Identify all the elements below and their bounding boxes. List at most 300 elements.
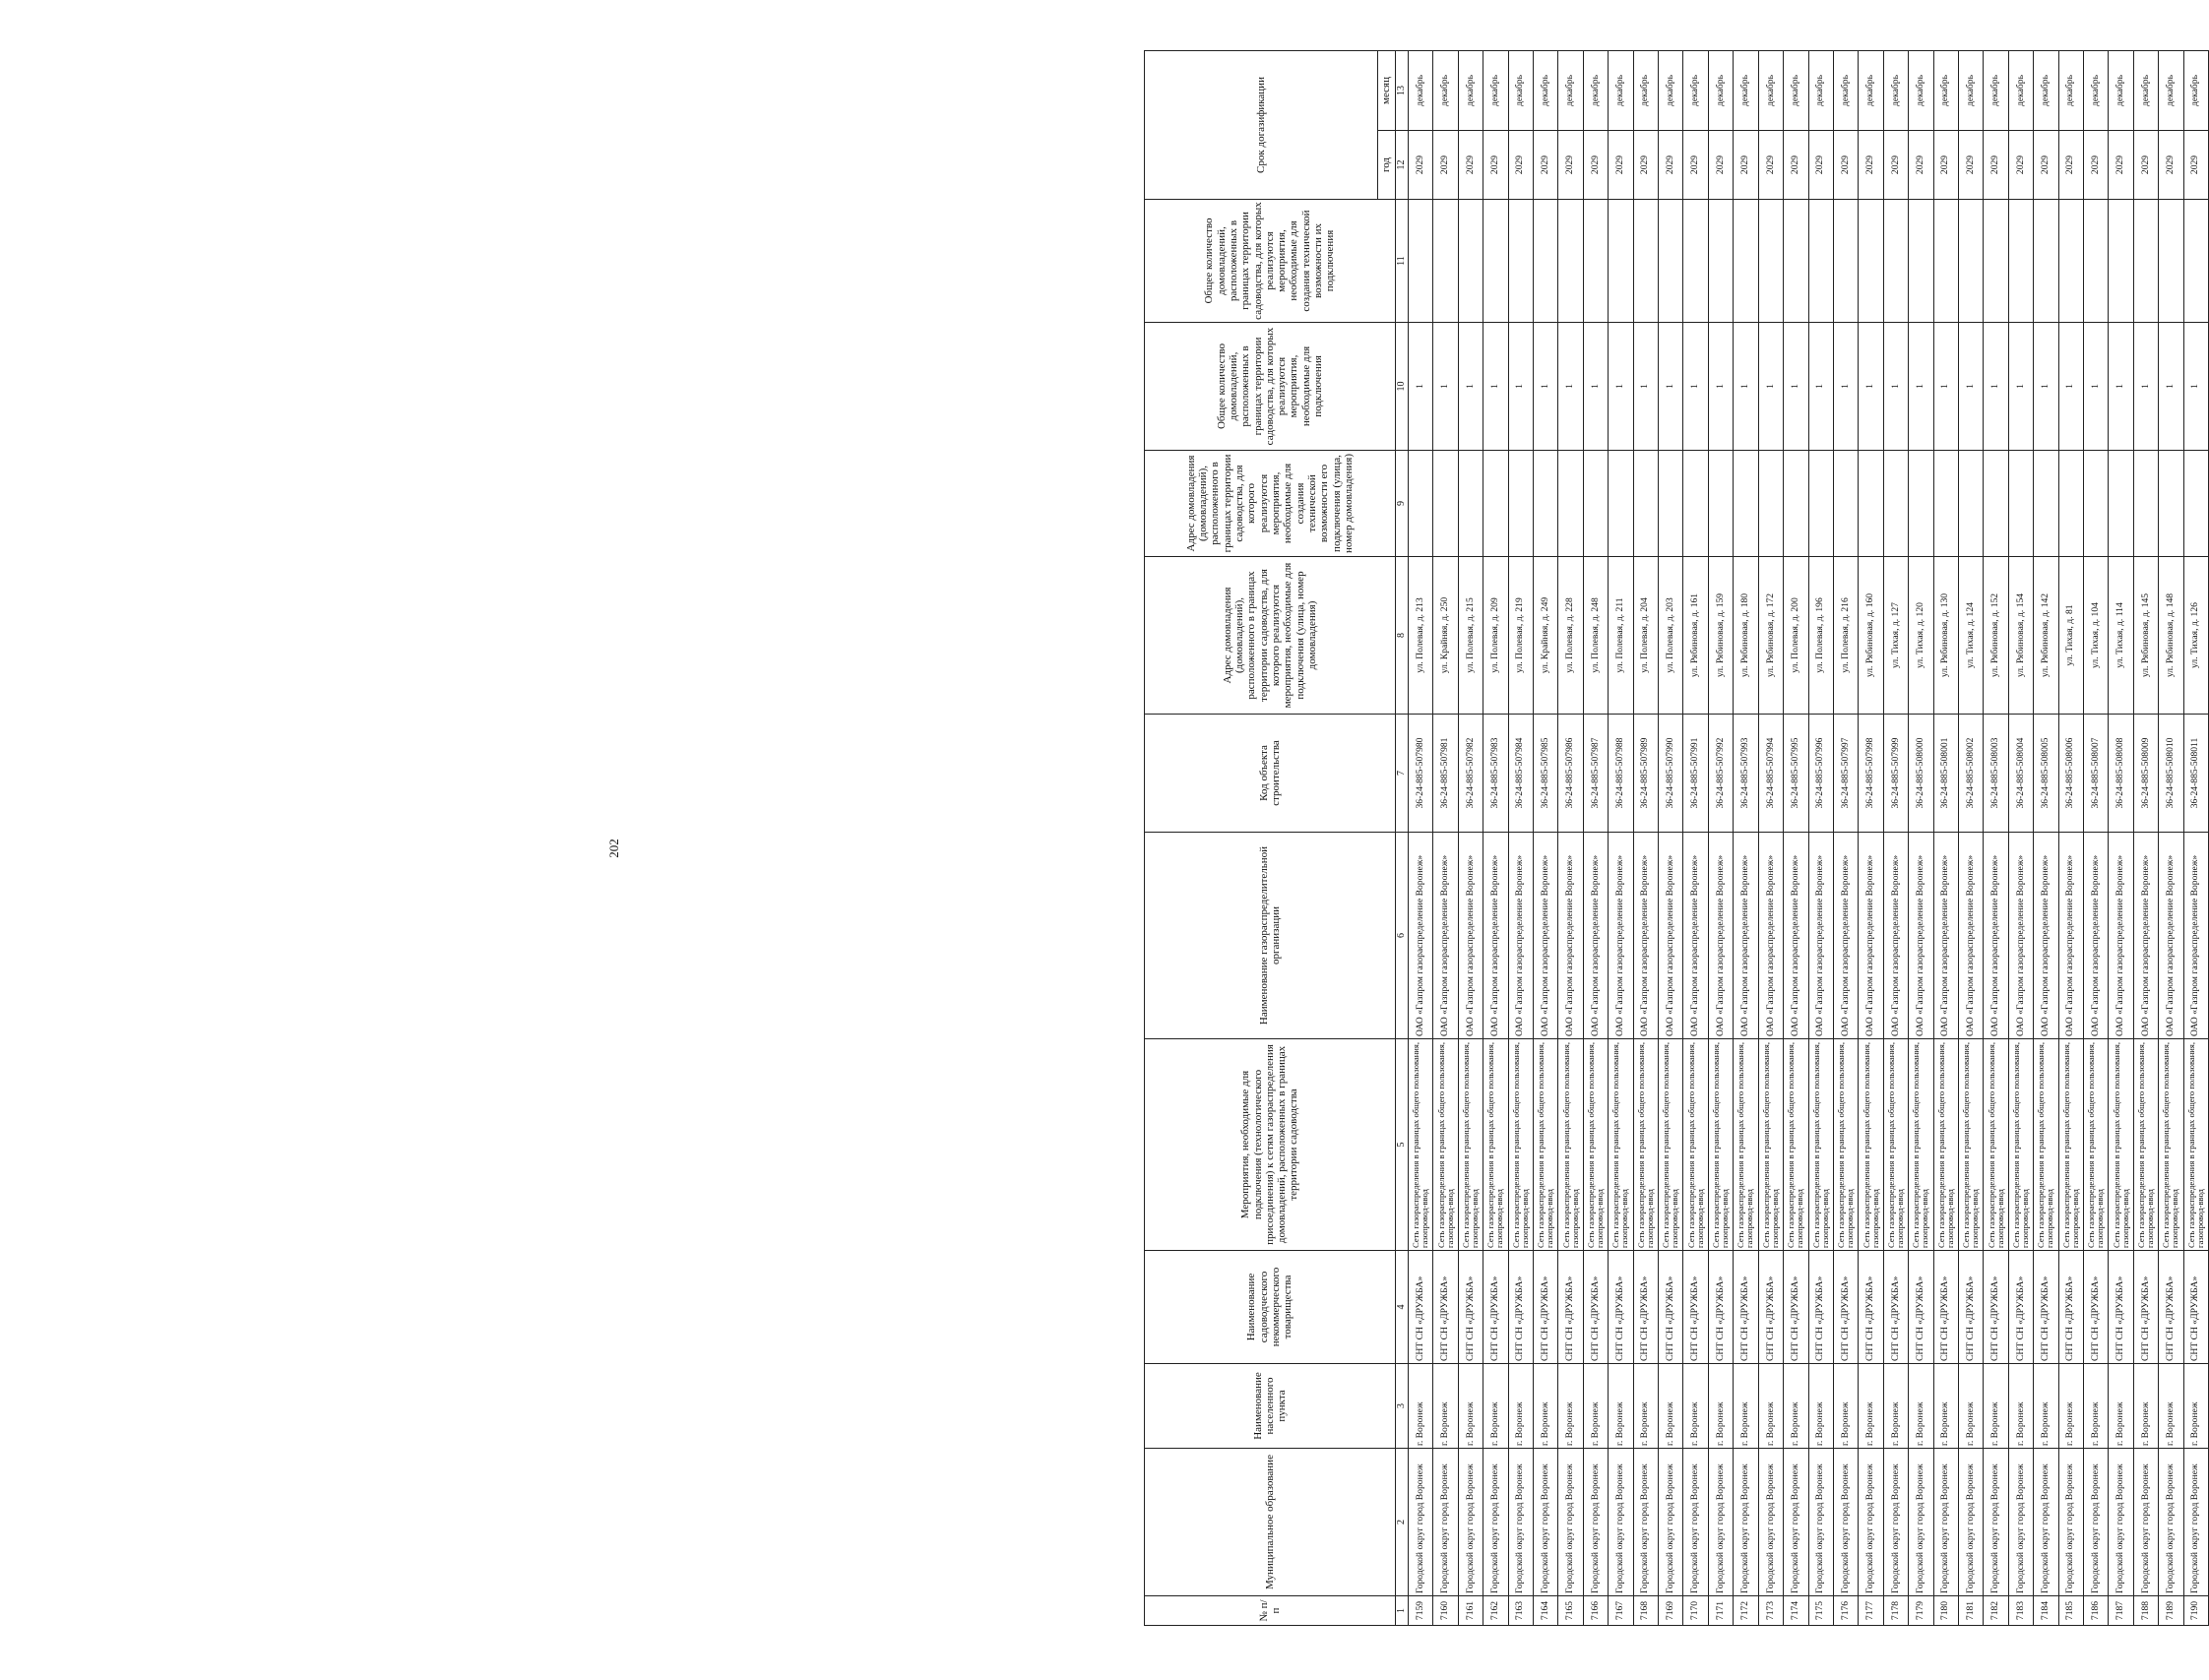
cell-settlement: г. Воронеж	[2109, 1364, 2133, 1449]
cell-year: 2029	[1859, 131, 1883, 200]
cell-measure: Сеть газораспределения в границах общего пользования, газопровод-ввод	[1708, 1039, 1733, 1251]
column-number: 13	[1396, 50, 1409, 130]
row-number: 7161	[1458, 1596, 1483, 1626]
header-total-tech: Общее количество домовладений, расположенных в границах территории садоводства, для которых реализуются мероприятия, необходимые для создания технической возможности их подключения	[1145, 200, 1396, 323]
cell-gas-org: ОАО «Газпром газораспределение Воронеж»	[1933, 833, 1958, 1039]
cell-municipality: Городской округ город Воронеж	[1534, 1449, 1558, 1596]
cell-month: декабрь	[1958, 50, 1983, 130]
cell-address: ул. Полевая, д. 204	[1633, 557, 1658, 715]
cell-settlement: г. Воронеж	[1458, 1364, 1483, 1449]
cell-month: декабрь	[2109, 50, 2133, 130]
cell-object-code: 36-24-885-508003	[1984, 715, 2008, 833]
row-number: 7171	[1708, 1596, 1733, 1626]
cell-partnership: СНТ СН «ДРУЖБА»	[1483, 1251, 1508, 1364]
cell-address: ул. Полевая, д. 211	[1609, 557, 1633, 715]
cell-object-code: 36-24-885-508011	[2183, 715, 2208, 833]
row-number: 7160	[1433, 1596, 1458, 1626]
cell-settlement: г. Воронеж	[1758, 1364, 1783, 1449]
cell-gas-org: ОАО «Газпром газораспределение Воронеж»	[1734, 833, 1758, 1039]
cell-partnership: СНТ СН «ДРУЖБА»	[1508, 1251, 1533, 1364]
cell-address-dwelling	[1909, 451, 1933, 557]
cell-gas-org: ОАО «Газпром газораспределение Воронеж»	[1784, 833, 1808, 1039]
cell-gas-org: ОАО «Газпром газораспределение Воронеж»	[1458, 833, 1483, 1039]
header-total-connect: Общее количество домовладений, расположенных в границах территории садоводства, для которых реализуются мероприятия, необходимые для подключения	[1145, 323, 1396, 451]
cell-address-dwelling	[2109, 451, 2133, 557]
cell-address: ул. Полевая, д. 215	[1458, 557, 1483, 715]
cell-month: декабрь	[1583, 50, 1608, 130]
cell-municipality: Городской округ город Воронеж	[1883, 1449, 1908, 1596]
cell-measure: Сеть газораспределения в границах общего пользования, газопровод-ввод	[1458, 1039, 1483, 1251]
cell-address-dwelling	[1758, 451, 1783, 557]
cell-municipality: Городской округ город Воронеж	[1734, 1449, 1758, 1596]
cell-partnership: СНТ СН «ДРУЖБА»	[1458, 1251, 1483, 1364]
cell-municipality: Городской округ город Воронеж	[1808, 1449, 1833, 1596]
table-row	[1633, 50, 1658, 1625]
cell-partnership: СНТ СН «ДРУЖБА»	[1784, 1251, 1808, 1364]
cell-municipality: Городской округ город Воронеж	[1583, 1449, 1608, 1596]
cell-object-code: 36-24-885-507998	[1859, 715, 1883, 833]
cell-object-code: 36-24-885-507997	[1833, 715, 1858, 833]
cell-count-tech	[1583, 200, 1608, 323]
cell-address-dwelling	[1933, 451, 1958, 557]
row-number: 7173	[1758, 1596, 1783, 1626]
cell-address: ул. Крайняя, д. 249	[1534, 557, 1558, 715]
cell-count-tech	[1534, 200, 1558, 323]
cell-gas-org: ОАО «Газпром газораспределение Воронеж»	[1958, 833, 1983, 1039]
table-row	[1883, 50, 1908, 1625]
cell-count-tech	[1409, 200, 1433, 323]
cell-year: 2029	[2109, 131, 2133, 200]
cell-partnership: СНТ СН «ДРУЖБА»	[1659, 1251, 1683, 1364]
cell-partnership: СНТ СН «ДРУЖБА»	[1558, 1251, 1583, 1364]
cell-count-connect: 1	[1933, 323, 1958, 451]
table-row	[1933, 50, 1958, 1625]
cell-address: ул. Полевая, д. 200	[1784, 557, 1808, 715]
cell-object-code: 36-24-885-507989	[1633, 715, 1658, 833]
cell-count-connect: 1	[1433, 323, 1458, 451]
cell-partnership: СНТ СН «ДРУЖБА»	[1833, 1251, 1858, 1364]
cell-settlement: г. Воронеж	[2133, 1364, 2158, 1449]
cell-address-dwelling	[1633, 451, 1658, 557]
cell-count-tech	[1683, 200, 1708, 323]
cell-year: 2029	[2083, 131, 2108, 200]
cell-address: ул. Полевая, д. 219	[1508, 557, 1533, 715]
cell-month: декабрь	[1883, 50, 1908, 130]
rotated-table-wrapper	[1144, 51, 2209, 1626]
cell-settlement: г. Воронеж	[1558, 1364, 1583, 1449]
cell-address-dwelling	[1433, 451, 1458, 557]
cell-gas-org: ОАО «Газпром газораспределение Воронеж»	[1833, 833, 1858, 1039]
cell-year: 2029	[1933, 131, 1958, 200]
cell-address: ул. Рябиновая, д. 172	[1758, 557, 1783, 715]
cell-partnership: СНТ СН «ДРУЖБА»	[1859, 1251, 1883, 1364]
cell-count-tech	[1859, 200, 1883, 323]
cell-year: 2029	[2133, 131, 2158, 200]
cell-partnership: СНТ СН «ДРУЖБА»	[2109, 1251, 2133, 1364]
row-number: 7178	[1883, 1596, 1908, 1626]
cell-municipality: Городской округ город Воронеж	[2183, 1449, 2208, 1596]
cell-municipality: Городской округ город Воронеж	[2083, 1449, 2108, 1596]
cell-count-connect: 1	[1534, 323, 1558, 451]
column-number: 1	[1396, 1596, 1409, 1626]
cell-address-dwelling	[1483, 451, 1508, 557]
column-number: 8	[1396, 557, 1409, 715]
cell-municipality: Городской округ город Воронеж	[1859, 1449, 1883, 1596]
cell-count-connect: 1	[1659, 323, 1683, 451]
cell-count-tech	[1784, 200, 1808, 323]
table-row	[2109, 50, 2133, 1625]
cell-address-dwelling	[1734, 451, 1758, 557]
cell-month: декабрь	[1784, 50, 1808, 130]
header-settlement: Наименование населенного пункта	[1145, 1364, 1396, 1449]
cell-settlement: г. Воронеж	[1734, 1364, 1758, 1449]
cell-address: ул. Рябиновая, д. 180	[1734, 557, 1758, 715]
cell-year: 2029	[1458, 131, 1483, 200]
cell-measure: Сеть газораспределения в границах общего пользования, газопровод-ввод	[1633, 1039, 1658, 1251]
cell-object-code: 36-24-885-507981	[1433, 715, 1458, 833]
row-number: 7176	[1833, 1596, 1858, 1626]
cell-count-tech	[2109, 200, 2133, 323]
cell-partnership: СНТ СН «ДРУЖБА»	[1583, 1251, 1608, 1364]
table-row	[1409, 50, 1433, 1625]
cell-object-code: 36-24-885-508006	[2058, 715, 2083, 833]
cell-measure: Сеть газораспределения в границах общего пользования, газопровод-ввод	[1683, 1039, 1708, 1251]
cell-partnership: СНТ СН «ДРУЖБА»	[2183, 1251, 2208, 1364]
cell-measure: Сеть газораспределения в границах общего пользования, газопровод-ввод	[1583, 1039, 1608, 1251]
cell-settlement: г. Воронеж	[2034, 1364, 2058, 1449]
cell-count-connect: 1	[1558, 323, 1583, 451]
cell-address-dwelling	[1583, 451, 1608, 557]
cell-settlement: г. Воронеж	[1683, 1364, 1708, 1449]
cell-year: 2029	[1883, 131, 1908, 200]
column-number-row	[1396, 50, 1409, 1625]
cell-settlement: г. Воронеж	[1859, 1364, 1883, 1449]
cell-municipality: Городской округ город Воронеж	[1833, 1449, 1858, 1596]
cell-gas-org: ОАО «Газпром газораспределение Воронеж»	[1883, 833, 1908, 1039]
header-address-common: Адрес домовладения (домовладений), расположенного в границах территории садоводства, для которого реализуются мероприятия, необходимые для подключения (улица, номер домовладения)	[1145, 557, 1396, 715]
cell-measure: Сеть газораспределения в границах общего пользования, газопровод-ввод	[2083, 1039, 2108, 1251]
row-number: 7164	[1534, 1596, 1558, 1626]
row-number: 7166	[1583, 1596, 1608, 1626]
cell-partnership: СНТ СН «ДРУЖБА»	[2008, 1251, 2033, 1364]
cell-count-connect: 1	[2083, 323, 2108, 451]
cell-gas-org: ОАО «Газпром газораспределение Воронеж»	[1409, 833, 1433, 1039]
cell-municipality: Городской округ город Воронеж	[1758, 1449, 1783, 1596]
cell-count-connect: 1	[1483, 323, 1508, 451]
row-number: 7184	[2034, 1596, 2058, 1626]
cell-gas-org: ОАО «Газпром газораспределение Воронеж»	[1808, 833, 1833, 1039]
cell-month: декабрь	[1859, 50, 1883, 130]
cell-measure: Сеть газораспределения в границах общего пользования, газопровод-ввод	[1534, 1039, 1558, 1251]
cell-count-tech	[1909, 200, 1933, 323]
cell-year: 2029	[1609, 131, 1633, 200]
cell-gas-org: ОАО «Газпром газораспределение Воронеж»	[1534, 833, 1558, 1039]
cell-municipality: Городской округ город Воронеж	[2133, 1449, 2158, 1596]
cell-count-connect: 1	[1609, 323, 1633, 451]
cell-municipality: Городской округ город Воронеж	[1558, 1449, 1583, 1596]
cell-settlement: г. Воронеж	[1984, 1364, 2008, 1449]
cell-municipality: Городской округ город Воронеж	[1659, 1449, 1683, 1596]
cell-partnership: СНТ СН «ДРУЖБА»	[2133, 1251, 2158, 1364]
cell-municipality: Городской округ город Воронеж	[2058, 1449, 2083, 1596]
row-number: 7187	[2109, 1596, 2133, 1626]
column-number: 3	[1396, 1364, 1409, 1449]
cell-object-code: 36-24-885-508000	[1909, 715, 1933, 833]
header-object-code: Код объекта строительства	[1145, 715, 1396, 833]
cell-month: декабрь	[1933, 50, 1958, 130]
cell-object-code: 36-24-885-507999	[1883, 715, 1908, 833]
cell-settlement: г. Воронеж	[2183, 1364, 2208, 1449]
cell-municipality: Городской округ город Воронеж	[2109, 1449, 2133, 1596]
row-number: 7163	[1508, 1596, 1533, 1626]
cell-count-tech	[2133, 200, 2158, 323]
cell-object-code: 36-24-885-508007	[2083, 715, 2108, 833]
cell-settlement: г. Воронеж	[2008, 1364, 2033, 1449]
cell-settlement: г. Воронеж	[1508, 1364, 1533, 1449]
cell-gas-org: ОАО «Газпром газораспределение Воронеж»	[2008, 833, 2033, 1039]
cell-year: 2029	[1409, 131, 1433, 200]
cell-gas-org: ОАО «Газпром газораспределение Воронеж»	[1909, 833, 1933, 1039]
cell-count-connect: 1	[1758, 323, 1783, 451]
cell-settlement: г. Воронеж	[1784, 1364, 1808, 1449]
table-row	[1609, 50, 1633, 1625]
cell-count-tech	[1958, 200, 1983, 323]
cell-address-dwelling	[1609, 451, 1633, 557]
cell-measure: Сеть газораспределения в границах общего пользования, газопровод-ввод	[1483, 1039, 1508, 1251]
cell-address-dwelling	[2083, 451, 2108, 557]
cell-municipality: Городской округ город Воронеж	[1433, 1449, 1458, 1596]
row-number: 7162	[1483, 1596, 1508, 1626]
cell-gas-org: ОАО «Газпром газораспределение Воронеж»	[1508, 833, 1533, 1039]
cell-address-dwelling	[2133, 451, 2158, 557]
cell-settlement: г. Воронеж	[1833, 1364, 1858, 1449]
cell-year: 2029	[1508, 131, 1533, 200]
cell-address: ул. Рябиновая, д. 145	[2133, 557, 2158, 715]
table-row	[1508, 50, 1533, 1625]
cell-count-tech	[1609, 200, 1633, 323]
row-number: 7185	[2058, 1596, 2083, 1626]
cell-municipality: Городской округ город Воронеж	[1683, 1449, 1708, 1596]
cell-address-dwelling	[2008, 451, 2033, 557]
row-number: 7170	[1683, 1596, 1708, 1626]
cell-year: 2029	[1784, 131, 1808, 200]
table-body	[1409, 50, 2209, 1625]
column-number: 5	[1396, 1039, 1409, 1251]
cell-month: декабрь	[1433, 50, 1458, 130]
table-row	[1583, 50, 1608, 1625]
cell-address-dwelling	[1984, 451, 2008, 557]
cell-count-tech	[1633, 200, 1658, 323]
cell-settlement: г. Воронеж	[2159, 1364, 2183, 1449]
cell-year: 2029	[1909, 131, 1933, 200]
table-row	[1683, 50, 1708, 1625]
cell-count-connect: 1	[2159, 323, 2183, 451]
cell-count-connect: 1	[1909, 323, 1933, 451]
table-row	[1758, 50, 1783, 1625]
cell-municipality: Городской округ город Воронеж	[1609, 1449, 1633, 1596]
cell-year: 2029	[1683, 131, 1708, 200]
cell-measure: Сеть газораспределения в границах общего пользования, газопровод-ввод	[2008, 1039, 2033, 1251]
cell-address-dwelling	[1859, 451, 1883, 557]
cell-municipality: Городской округ город Воронеж	[1483, 1449, 1508, 1596]
cell-partnership: СНТ СН «ДРУЖБА»	[2159, 1251, 2183, 1364]
cell-municipality: Городской округ город Воронеж	[1458, 1449, 1483, 1596]
cell-address-dwelling	[2058, 451, 2083, 557]
cell-measure: Сеть газораспределения в границах общего пользования, газопровод-ввод	[1734, 1039, 1758, 1251]
table-row	[2183, 50, 2208, 1625]
cell-address-dwelling	[1833, 451, 1858, 557]
cell-month: декабрь	[2008, 50, 2033, 130]
row-number: 7188	[2133, 1596, 2158, 1626]
cell-measure: Сеть газораспределения в границах общего пользования, газопровод-ввод	[2183, 1039, 2208, 1251]
cell-count-tech	[1933, 200, 1958, 323]
cell-measure: Сеть газораспределения в границах общего пользования, газопровод-ввод	[2034, 1039, 2058, 1251]
cell-measure: Сеть газораспределения в границах общего пользования, газопровод-ввод	[1558, 1039, 1583, 1251]
cell-count-connect: 1	[1984, 323, 2008, 451]
cell-count-connect: 1	[1458, 323, 1483, 451]
cell-address: ул. Тихая, д. 81	[2058, 557, 2083, 715]
header-gas-org: Наименование газораспределительной организации	[1145, 833, 1396, 1039]
cell-settlement: г. Воронеж	[2083, 1364, 2108, 1449]
cell-partnership: СНТ СН «ДРУЖБА»	[1958, 1251, 1983, 1364]
cell-year: 2029	[2008, 131, 2033, 200]
cell-count-connect: 1	[1633, 323, 1658, 451]
cell-measure: Сеть газораспределения в границах общего пользования, газопровод-ввод	[1958, 1039, 1983, 1251]
cell-object-code: 36-24-885-507988	[1609, 715, 1633, 833]
cell-gas-org: ОАО «Газпром газораспределение Воронеж»	[2183, 833, 2208, 1039]
cell-gas-org: ОАО «Газпром газораспределение Воронеж»	[2034, 833, 2058, 1039]
cell-month: декабрь	[1609, 50, 1633, 130]
cell-month: декабрь	[1633, 50, 1658, 130]
cell-month: декабрь	[1708, 50, 1733, 130]
cell-year: 2029	[1633, 131, 1658, 200]
cell-count-connect: 1	[2183, 323, 2208, 451]
cell-measure: Сеть газораспределения в границах общего пользования, газопровод-ввод	[2159, 1039, 2183, 1251]
cell-year: 2029	[1958, 131, 1983, 200]
cell-settlement: г. Воронеж	[1433, 1364, 1458, 1449]
cell-count-tech	[2083, 200, 2108, 323]
cell-gas-org: ОАО «Газпром газораспределение Воронеж»	[1633, 833, 1658, 1039]
cell-object-code: 36-24-885-507983	[1483, 715, 1508, 833]
cell-partnership: СНТ СН «ДРУЖБА»	[1433, 1251, 1458, 1364]
header-year: год	[1378, 131, 1396, 200]
cell-address: ул. Рябиновая, д. 152	[1984, 557, 2008, 715]
cell-month: декабрь	[1909, 50, 1933, 130]
cell-partnership: СНТ СН «ДРУЖБА»	[1409, 1251, 1433, 1364]
table-row	[1808, 50, 1833, 1625]
row-number: 7168	[1633, 1596, 1658, 1626]
cell-count-tech	[1558, 200, 1583, 323]
cell-gas-org: ОАО «Газпром газораспределение Воронеж»	[2083, 833, 2108, 1039]
cell-month: декабрь	[2133, 50, 2158, 130]
cell-year: 2029	[2058, 131, 2083, 200]
cell-count-connect: 1	[1833, 323, 1858, 451]
cell-count-connect: 1	[1508, 323, 1533, 451]
cell-count-tech	[1708, 200, 1733, 323]
cell-object-code: 36-24-885-507985	[1534, 715, 1558, 833]
page-number: 202	[606, 839, 621, 858]
cell-object-code: 36-24-885-507996	[1808, 715, 1833, 833]
cell-address: ул. Полевая, д. 209	[1483, 557, 1508, 715]
cell-month: декабрь	[1659, 50, 1683, 130]
cell-gas-org: ОАО «Газпром газораспределение Воронеж»	[1859, 833, 1883, 1039]
cell-measure: Сеть газораспределения в границах общего пользования, газопровод-ввод	[1433, 1039, 1458, 1251]
table-row	[1734, 50, 1758, 1625]
cell-partnership: СНТ СН «ДРУЖБА»	[1883, 1251, 1908, 1364]
cell-object-code: 36-24-885-508009	[2133, 715, 2158, 833]
table-row	[1833, 50, 1858, 1625]
cell-count-tech	[2183, 200, 2208, 323]
cell-partnership: СНТ СН «ДРУЖБА»	[1933, 1251, 1958, 1364]
header-num: № п/п	[1145, 1596, 1396, 1626]
cell-count-connect: 1	[1784, 323, 1808, 451]
cell-address: ул. Тихая, д. 127	[1883, 557, 1908, 715]
table-row	[1784, 50, 1808, 1625]
cell-year: 2029	[1558, 131, 1583, 200]
cell-address: ул. Тихая, д. 120	[1909, 557, 1933, 715]
cell-count-connect: 1	[1708, 323, 1733, 451]
cell-year: 2029	[2159, 131, 2183, 200]
cell-month: декабрь	[1508, 50, 1533, 130]
cell-address: ул. Полевая, д. 248	[1583, 557, 1608, 715]
cell-month: декабрь	[1833, 50, 1858, 130]
row-number: 7177	[1859, 1596, 1883, 1626]
cell-address: ул. Рябиновая, д. 148	[2159, 557, 2183, 715]
cell-address-dwelling	[1558, 451, 1583, 557]
cell-address: ул. Рябиновая, д. 154	[2008, 557, 2033, 715]
cell-count-tech	[1433, 200, 1458, 323]
cell-object-code: 36-24-885-507991	[1683, 715, 1708, 833]
row-number: 7186	[2083, 1596, 2108, 1626]
cell-gas-org: ОАО «Газпром газораспределение Воронеж»	[2058, 833, 2083, 1039]
column-number: 10	[1396, 323, 1409, 451]
cell-year: 2029	[2183, 131, 2208, 200]
cell-address-dwelling	[2183, 451, 2208, 557]
table-row	[2159, 50, 2183, 1625]
cell-month: декабрь	[1483, 50, 1508, 130]
cell-settlement: г. Воронеж	[1708, 1364, 1733, 1449]
cell-measure: Сеть газораспределения в границах общего пользования, газопровод-ввод	[1833, 1039, 1858, 1251]
cell-address: ул. Тихая, д. 126	[2183, 557, 2208, 715]
row-number: 7179	[1909, 1596, 1933, 1626]
cell-settlement: г. Воронеж	[1633, 1364, 1658, 1449]
cell-settlement: г. Воронеж	[1409, 1364, 1433, 1449]
cell-count-tech	[1659, 200, 1683, 323]
cell-address-dwelling	[1409, 451, 1433, 557]
cell-partnership: СНТ СН «ДРУЖБА»	[1534, 1251, 1558, 1364]
column-number: 6	[1396, 833, 1409, 1039]
cell-count-tech	[2008, 200, 2033, 323]
table-row	[1659, 50, 1683, 1625]
cell-municipality: Городской округ город Воронеж	[1958, 1449, 1983, 1596]
cell-year: 2029	[1534, 131, 1558, 200]
cell-month: декабрь	[1409, 50, 1433, 130]
row-number: 7190	[2183, 1596, 2208, 1626]
cell-address-dwelling	[1508, 451, 1533, 557]
cell-count-tech	[1833, 200, 1858, 323]
cell-municipality: Городской округ город Воронеж	[1909, 1449, 1933, 1596]
cell-municipality: Городской округ город Воронеж	[1508, 1449, 1533, 1596]
cell-month: декабрь	[2058, 50, 2083, 130]
cell-object-code: 36-24-885-507982	[1458, 715, 1483, 833]
cell-gas-org: ОАО «Газпром газораспределение Воронеж»	[1558, 833, 1583, 1039]
table-row	[1909, 50, 1933, 1625]
cell-address-dwelling	[2034, 451, 2058, 557]
cell-year: 2029	[2034, 131, 2058, 200]
cell-count-connect: 1	[2133, 323, 2158, 451]
cell-object-code: 36-24-885-508004	[2008, 715, 2033, 833]
cell-partnership: СНТ СН «ДРУЖБА»	[1808, 1251, 1833, 1364]
